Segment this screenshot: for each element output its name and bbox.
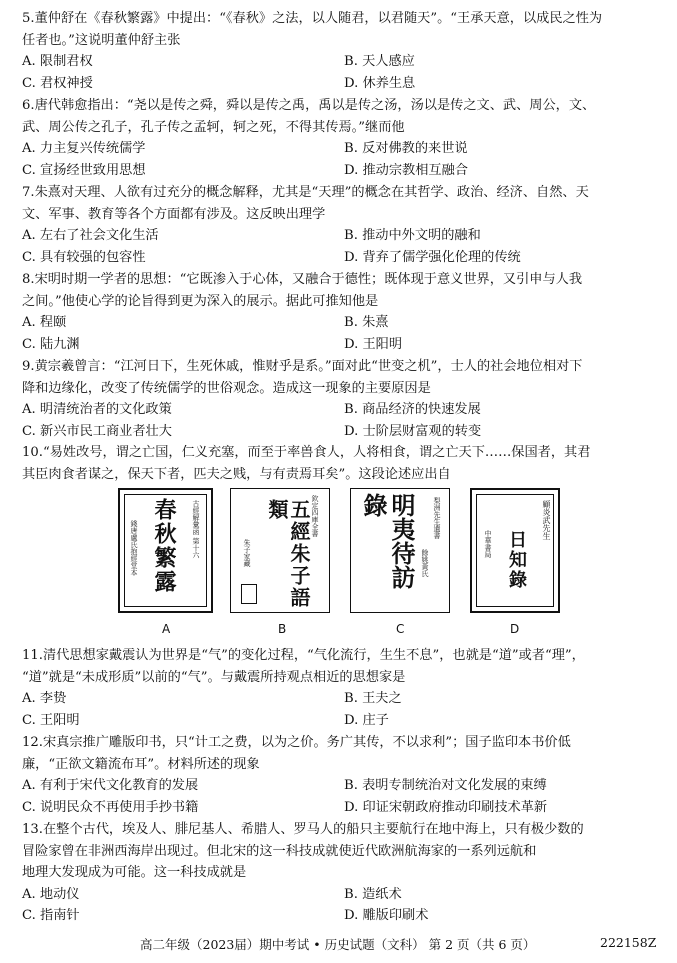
question-8 bbox=[22, 269, 662, 355]
question-12 bbox=[22, 732, 662, 818]
option-d: D. 庄子 bbox=[344, 712, 389, 728]
book-side-text: 朱子家藏 bbox=[243, 539, 251, 567]
options bbox=[22, 51, 662, 94]
seal-stamp bbox=[241, 584, 257, 604]
option-label-a: A bbox=[162, 622, 171, 636]
option-c: C. 指南针 bbox=[22, 908, 80, 923]
option-d: D. 雕版印刷术 bbox=[344, 908, 429, 923]
question-11 bbox=[22, 645, 662, 731]
book-side-text: 梨洲先生遺書 bbox=[433, 497, 441, 539]
option-a: A. 力主复兴传统儒学 bbox=[22, 141, 146, 156]
question-text-cont: 其臣肉食者谋之，保天下者，匹夫之贱，与有责焉耳矣”。这段论述应出自 bbox=[22, 466, 451, 482]
book-cover-d bbox=[470, 488, 560, 613]
option-c: C. 具有较强的包容性 bbox=[22, 249, 146, 265]
question-number: 7. bbox=[22, 185, 35, 200]
question-number: 6. bbox=[22, 98, 35, 113]
option-label-d: D bbox=[510, 622, 520, 636]
book-cover-c bbox=[350, 488, 450, 613]
question-text: 在整个古代，埃及人、腓尼基人、希腊人、罗马人的船只主要航行在地中海上，只有极少数的 bbox=[42, 822, 584, 837]
book-cover-a bbox=[118, 488, 213, 613]
question-7 bbox=[22, 182, 662, 268]
option-b: B. 王夫之 bbox=[344, 691, 402, 706]
book-title: 五經朱子語類 bbox=[265, 499, 311, 609]
question-text-cont: 任者也。”这说明董仲舒主张 bbox=[22, 32, 181, 48]
question-10 bbox=[22, 442, 662, 485]
option-a: A. 限制君权 bbox=[22, 54, 93, 69]
book-title: 日知錄 bbox=[506, 530, 527, 590]
book-side-text: 錢唐盧氏抱經堂本 bbox=[130, 520, 138, 576]
option-d: D. 印证宋朝政府推动印刷技术革新 bbox=[344, 799, 548, 815]
question-text: 清代思想家戴震认为世界是“气”的变化过程，“气化流行，生生不息”，也就是“道”或者“理”， bbox=[42, 648, 585, 663]
option-b: B. 反对佛教的来世说 bbox=[344, 141, 468, 156]
book-cover-options bbox=[118, 488, 568, 638]
question-text-cont: 降和边缘化，改变了传统儒学的世俗观念。造成这一现象的主要原因是 bbox=[22, 380, 431, 396]
options bbox=[22, 225, 662, 268]
option-b: B. 表明专制统治对文化发展的束缚 bbox=[344, 778, 547, 793]
option-b: B. 朱熹 bbox=[344, 315, 389, 330]
options bbox=[22, 399, 662, 442]
options bbox=[22, 312, 662, 355]
option-b: B. 天人感应 bbox=[344, 54, 415, 69]
option-b: B. 造纸术 bbox=[344, 886, 402, 902]
question-text: 黄宗羲曾言：“江河日下，生死休戚，惟财乎是系。”面对此“世变之机”，士人的社会地位相对下 bbox=[34, 359, 583, 374]
option-label-c: C bbox=[396, 622, 405, 636]
option-a: A. 明清统治者的文化政策 bbox=[22, 402, 172, 417]
option-a: A. 李贽 bbox=[22, 691, 67, 706]
option-d: D. 士阶层财富观的转变 bbox=[344, 423, 482, 439]
question-text-cont: 廉，“正欲文籍流布耳”。材料所述的现象 bbox=[22, 756, 260, 772]
option-c: C. 说明民众不再使用手抄书籍 bbox=[22, 799, 199, 815]
option-c: C. 陆九渊 bbox=[22, 336, 80, 352]
question-9 bbox=[22, 356, 662, 442]
options bbox=[22, 688, 662, 731]
question-text: 董仲舒在《春秋繁露》中提出：“《春秋》之法，以人随君，以君随天”。“王承天意，以成民之性为 bbox=[34, 11, 603, 26]
option-d: D. 休养生息 bbox=[344, 75, 416, 91]
footer-code: 222158Z bbox=[600, 935, 657, 950]
option-a: A. 左右了社会文化生活 bbox=[22, 228, 159, 243]
options bbox=[22, 775, 662, 818]
question-number: 10. bbox=[22, 445, 43, 460]
book-side-text: 顧炎武先生 bbox=[542, 500, 551, 540]
question-text-cont: “道”就是“未成形质”以前的“气”。与戴震所持观点相近的思想家是 bbox=[22, 669, 406, 685]
options bbox=[22, 884, 662, 927]
book-cover-b bbox=[230, 488, 330, 613]
book-side-text: 欽定四庫全書 bbox=[311, 495, 319, 537]
option-d: D. 王阳明 bbox=[344, 336, 403, 352]
option-label-b: B bbox=[278, 622, 287, 636]
question-text-cont: 文、军事、教育等各个方面都有涉及。这反映出理学 bbox=[22, 206, 326, 222]
question-text: 宋真宗推广雕版印书，只“计工之费，以为之价。务广其传，不以求利”；国子监印本书价低 bbox=[42, 735, 571, 750]
question-6 bbox=[22, 95, 662, 181]
question-number: 8. bbox=[22, 272, 35, 287]
question-text: “易姓改号，谓之亡国，仁义充塞，而至于率兽食人，人将相食，谓之亡天下……保国者，其君 bbox=[42, 445, 591, 460]
question-text-cont: 之间。”他使心学的论旨得到更为深入的展示。据此可推知他是 bbox=[22, 293, 379, 309]
question-number: 13. bbox=[22, 822, 43, 837]
book-side-text: 古經解彙函 第十六 bbox=[192, 500, 200, 559]
book-title: 春秋繁露 bbox=[151, 498, 177, 594]
question-number: 12. bbox=[22, 735, 43, 750]
question-5 bbox=[22, 8, 662, 94]
book-side-text: 中華書局 bbox=[484, 530, 492, 558]
option-c: C. 王阳明 bbox=[22, 712, 80, 728]
option-c: C. 君权神授 bbox=[22, 75, 93, 91]
option-a: A. 有利于宋代文化教育的发展 bbox=[22, 778, 199, 793]
book-title: 明夷待訪錄 bbox=[359, 493, 416, 589]
option-c: C. 宣扬经世致用思想 bbox=[22, 162, 146, 178]
option-c: C. 新兴市民工商业者壮大 bbox=[22, 423, 172, 439]
option-b: B. 推动中外文明的融和 bbox=[344, 228, 481, 243]
option-a: A. 程颐 bbox=[22, 315, 67, 330]
question-text: 朱熹对天理、人欲有过充分的概念解释，尤其是“天理”的概念在其哲学、政治、经济、自然、天 bbox=[34, 185, 589, 200]
option-d: D. 推动宗教相互融合 bbox=[344, 162, 468, 178]
question-text: 唐代韩愈指出：“尧以是传之舜，舜以是传之禹，禹以是传之汤，汤以是传之文、武、周公，文、 bbox=[34, 98, 596, 113]
option-a: A. 地动仪 bbox=[22, 886, 80, 902]
question-number: 11. bbox=[22, 648, 43, 663]
footer-title: 高二年级（2023届）期中考试 • 历史试题（文科） 第 2 页（共 6 页） bbox=[140, 937, 536, 952]
question-text-cont: 地理大发现成为可能。这一科技成就是 bbox=[22, 865, 247, 880]
question-text: 宋明时期一学者的思想：“它既渗入于心体，又融合于德性；既体现于意义世界，又引申与人我 bbox=[34, 272, 583, 287]
question-text-cont: 武、周公传之孔子，孔子传之孟轲，轲之死，不得其传焉。”继而他 bbox=[22, 119, 405, 135]
question-text-cont: 冒险家曾在非洲西海岸出现过。但北宋的这一科技成就使近代欧洲航海家的一系列远航和 bbox=[22, 843, 537, 859]
options bbox=[22, 138, 662, 181]
question-13 bbox=[22, 819, 662, 927]
question-number: 5. bbox=[22, 11, 35, 26]
question-number: 9. bbox=[22, 359, 35, 374]
book-side-text: 餘姚黃氏 bbox=[421, 549, 429, 577]
option-d: D. 背弃了儒学强化伦理的传统 bbox=[344, 249, 521, 265]
option-b: B. 商品经济的快速发展 bbox=[344, 402, 481, 417]
